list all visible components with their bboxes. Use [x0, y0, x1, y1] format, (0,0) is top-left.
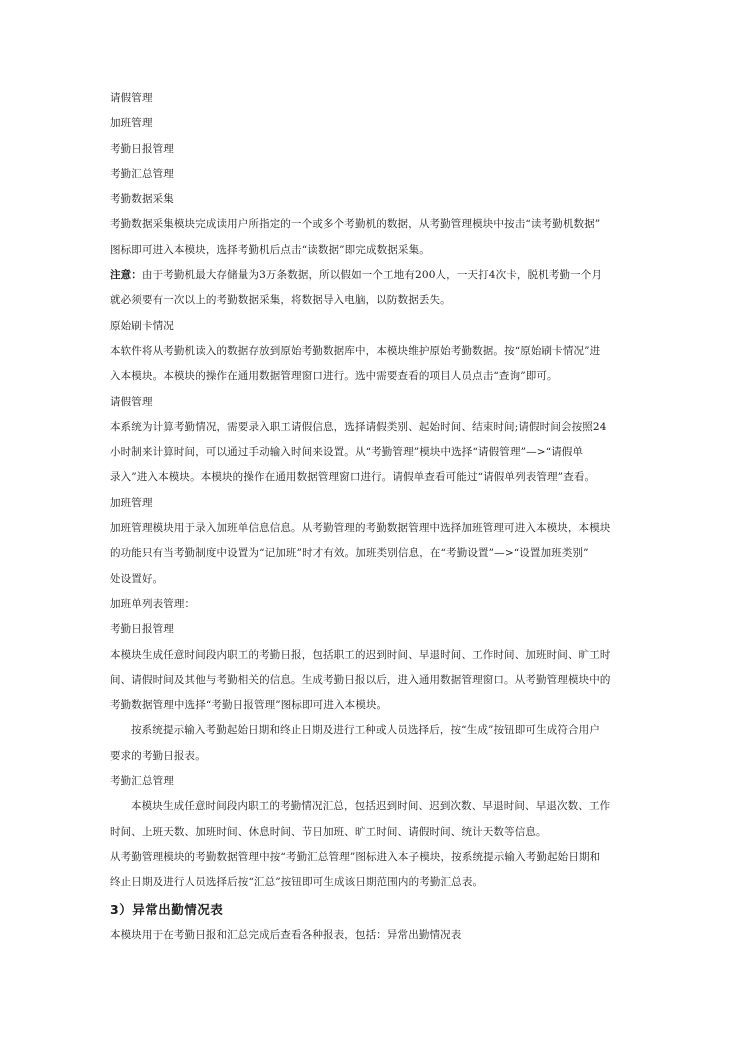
text-line: 按系统提示输入考勤起始日期和终止日期及进行工种或人员选择后，按“生成”按钮即可生成符合用户: [131, 724, 600, 737]
text-line: 考勤日报管理: [110, 623, 174, 636]
section-heading: 3）异常出勤情况表: [110, 901, 224, 917]
text-line: 图标即可进入本模块，选择考勤机后点击“读数据”即完成数据采集。: [110, 243, 430, 256]
text-line: 原始刷卡情况: [110, 319, 174, 332]
text-line: 考勤汇总管理: [110, 775, 174, 788]
text-line: 从考勤管理模块的考勤数据管理中按“考勤汇总管理”图标进入本子模块，按系统提示输入考勤起始日期和: [110, 850, 601, 863]
text-line: 本系统为计算考勤情况，需要录入职工请假信息，选择请假类别、起始时间、结束时间;请假时间会按照24: [110, 420, 607, 433]
text-line: 请假管理: [110, 395, 153, 408]
note-label: 注意：: [110, 269, 142, 282]
text-line: 的功能只有当考勤制度中设置为“记加班”时才有效。加班类别信息，在“考勤设置”—>“设置加班类别”: [110, 547, 589, 560]
text-line: 处设置好。: [110, 572, 164, 585]
text-line: 本模块生成任意时间段内职工的考勤情况汇总，包括迟到时间、迟到次数、早退时间、早退次数、工作: [131, 800, 611, 813]
text-line: 录入”进入本模块。本模块的操作在通用数据管理窗口进行。请假单查看可能过“请假单列表管理”查看。: [110, 471, 596, 484]
text-line: 间、请假时间及其他与考勤相关的信息。生成考勤日报以后，进入通用数据管理窗口。从考勤管理模块中的: [110, 673, 611, 686]
note-line: [110, 263, 640, 288]
text-line: 请假管理: [110, 92, 153, 104]
text-line: 本模块生成任意时间段内职工的考勤日报，包括职工的迟到时间、早退时间、工作时间、加班时间、旷工时: [110, 648, 611, 661]
note-text: 由于考勤机最大存储量为3万条数据，所以假如一个工地有200人，一天打4次卡，脱机考勤一个月: [141, 269, 603, 282]
text-line: 终止日期及进行人员选择后按“汇总”按钮即可生成该日期范围内的考勤汇总表。: [110, 876, 484, 889]
text-line: 加班管理: [110, 117, 153, 130]
text-line: 考勤数据采集模块完成读用户所指定的一个或多个考勤机的数据，从考勤管理模块中按击“读考勤机数据”: [110, 218, 601, 231]
text-line: 本软件将从考勤机读入的数据存放到原始考勤数据库中，本模块维护原始考勤数据。按“原始刷卡情况”进: [110, 344, 601, 357]
text-line: 就必须要有一次以上的考勤数据采集，将数据导入电脑，以防数据丢失。: [110, 294, 451, 307]
text-line: 要求的考勤日报表。: [110, 749, 206, 762]
text-line: 时间、上班天数、加班时间、休息时间、节日加班、旷工时间、请假时间、统计天数等信息。: [110, 825, 547, 838]
text-line: 加班单列表管理：: [110, 597, 196, 610]
text-line: 考勤汇总管理: [110, 167, 174, 180]
text-line: 加班管理: [110, 496, 153, 509]
text-line: 加班管理模块用于录入加班单信息信息。从考勤管理的考勤数据管理中选择加班管理可进入本模块，本模块: [110, 522, 611, 535]
text-line: 考勤日报管理: [110, 142, 174, 155]
text-line: 小时制来计算时间，可以通过手动输入时间来设置。从“考勤管理”模块中选择“请假管理”—>“请假单: [110, 446, 584, 459]
text-line: 考勤数据采集: [110, 193, 174, 206]
text-line: 本模块用于在考勤日报和汇总完成后查看各种报表，包括：异常出勤情况表: [110, 928, 462, 941]
document-page: [110, 86, 640, 948]
text-line: 入本模块。本模块的操作在通用数据管理窗口进行。选中需要查看的项目人员点击“查询”即可。: [110, 370, 558, 383]
text-line: 考勤数据管理中选择“考勤日报管理”图标即可进入本模块。: [110, 699, 388, 712]
